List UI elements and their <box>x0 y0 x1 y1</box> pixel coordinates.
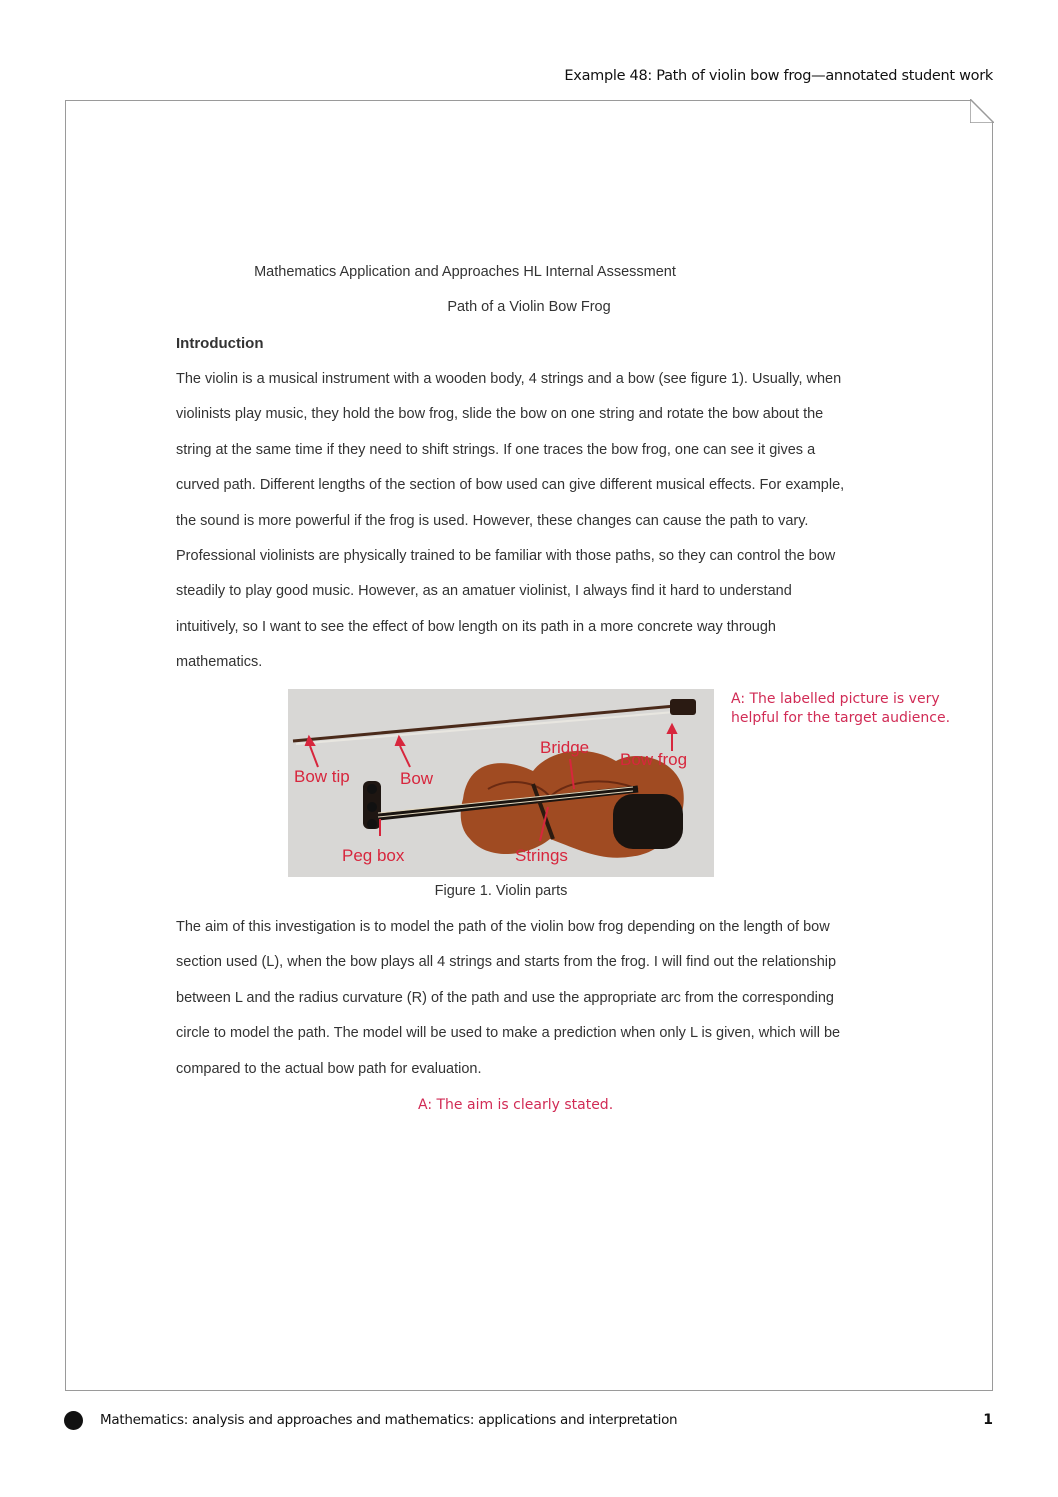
annotation-aim-comment: A: The aim is clearly stated. <box>418 1097 614 1113</box>
figure-label-bow-frog: Bow frog <box>620 750 688 769</box>
introduction-heading: Introduction <box>176 335 264 352</box>
introduction-paragraph: The violin is a musical instrument with a wooden body, 4 strings and a bow (see figure 1). Usually, when violinists play music, they hold the bow frog, slide the bow on one string and rotate the bow about the string at the same time if they need to shift strings. If one traces the bow frog, one can see it gives a curved path. Different lengths of the section of bow used can give different musical effects. For example, the sound is more powerful if the frog is used. However, these changes can cause the path to vary. Professional violinists are physically trained to be familiar with those paths, so they can control the bow steadily to play good music. However, as an amatuer violinist, I always find it hard to understand intuitively, so I want to see the effect of bow length on its path in a more concrete way through mathematics. <box>176 371 845 671</box>
figure-label-bow-tip: Bow tip <box>294 767 350 786</box>
page-number: 1 <box>983 1412 993 1428</box>
dog-ear-corner-icon <box>970 99 994 123</box>
page-header-title: Example 48: Path of violin bow frog—annotated student work <box>564 68 993 84</box>
figure-caption: Figure 1. Violin parts <box>434 883 568 899</box>
figure-label-peg-box: Peg box <box>342 846 405 865</box>
document-page <box>65 100 993 1391</box>
figure-label-bridge: Bridge <box>540 738 590 757</box>
ib-logo-icon <box>64 1411 83 1430</box>
figure-label-bow: Bow <box>400 769 434 788</box>
violin-illustration <box>288 689 714 877</box>
document-subtitle: Path of a Violin Bow Frog <box>447 299 611 315</box>
footer-course-title: Mathematics: analysis and approaches and mathematics: applications and interpretation <box>100 1412 678 1428</box>
annotation-picture-comment: A: The labelled picture is very helpful for the target audience. <box>731 691 951 726</box>
document-title: Mathematics Application and Approaches HL Internal Assessment <box>254 264 676 280</box>
violin-parts-figure <box>288 689 714 877</box>
figure-label-strings: Strings <box>515 846 568 865</box>
aim-paragraph: The aim of this investigation is to model the path of the violin bow frog depending on the length of bow section used (L), when the bow plays all 4 strings and starts from the frog. I will find out the relationship between L and the radius curvature (R) of the path and use the appropriate arc from the corresponding circle to model the path. The model will be used to make a prediction when only L is given, which will be compared to the actual bow path for evaluation. <box>176 919 841 1077</box>
